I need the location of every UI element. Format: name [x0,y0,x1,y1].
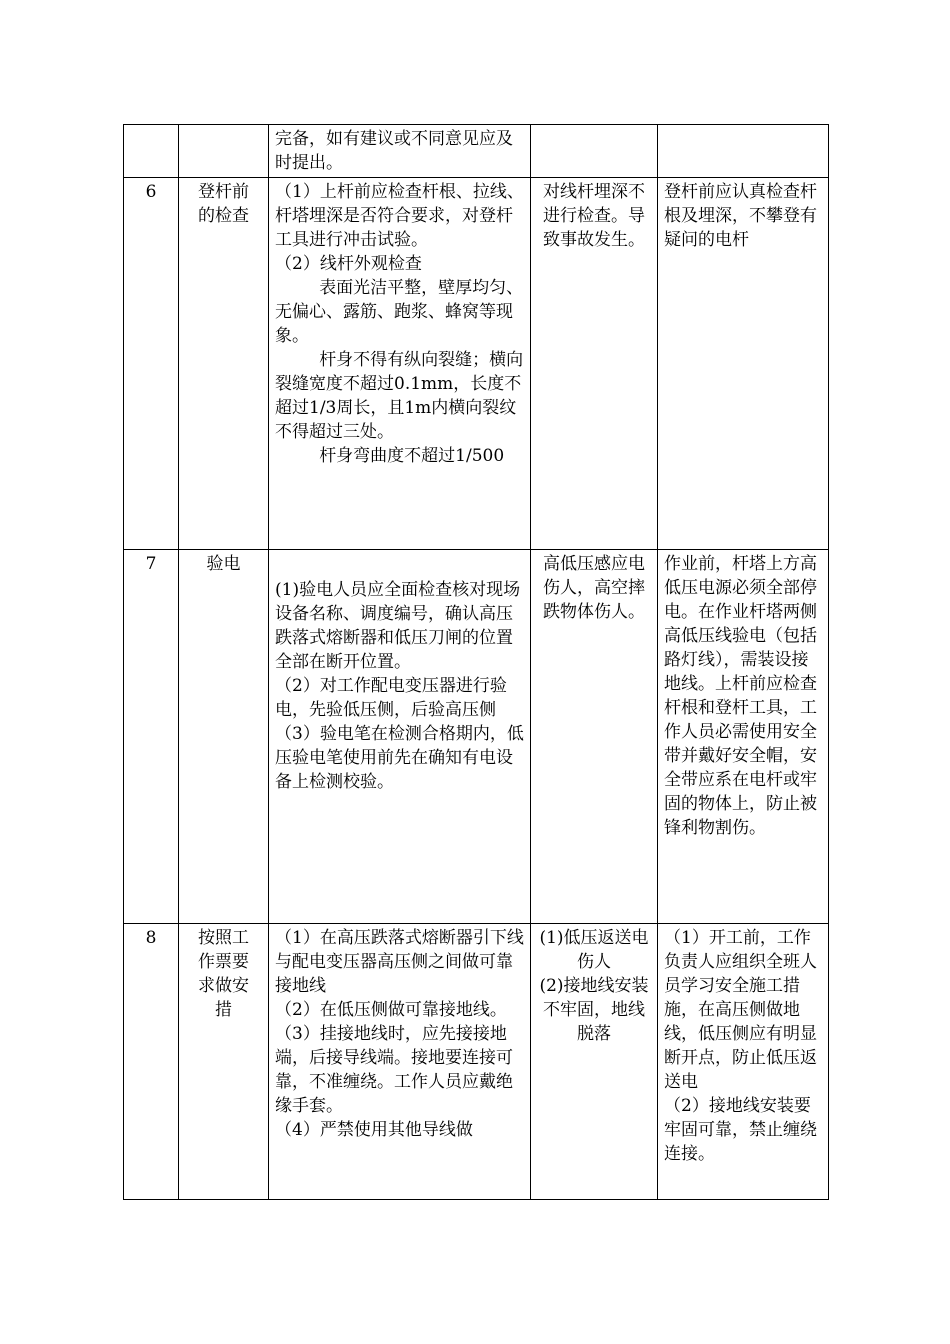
table-row [124,178,829,550]
control-measures [658,924,829,1200]
content-paragraph: （2）对工作配电变压器进行验电，先验低压侧，后验高压侧 [275,676,507,720]
work-item [179,924,269,1200]
content-paragraph: (1)验电人员应全面检查核对现场设备名称、调度编号，确认高压跌落式熔断器和低压刀闸的位置全部在断开位置。 [275,580,521,672]
content-paragraph: （1）在高压跌落式熔断器引下线与配电变压器高压侧之间做可靠接地线 [275,928,524,996]
content-paragraph: （3）验电笔在检测合格期内，低压验电笔使用前先在确知有电设备上检测校验。 [275,724,524,792]
work-item: 验电 [179,550,269,924]
content-paragraph: 杆身弯曲度不超过1/500 [319,446,505,466]
work-item-label: 按照工作票要求做安措 [198,928,249,1020]
risk-description: (1)低压返送电伤人 (2)接地线安装不牢固，地线脱落 [531,924,658,1200]
table-row [124,550,829,924]
measure-paragraph: （2）接地线安装要牢固可靠，禁止缠绕连接。 [664,1096,817,1164]
row-number [124,125,179,178]
content-paragraph: 完备，如有建议或不同意见应及时提出。 [275,129,513,173]
content-paragraph: （1）上杆前应检查杆根、拉线、杆塔埋深是否符合要求，对登杆工具进行冲击试验。 [275,182,524,250]
content-paragraph: （3）挂接地线时，应先接接地端，后接导线端。接地要连接可靠，不准缠绕。工作人员应戴绝缘手套。 [275,1024,513,1116]
content-paragraph: （2）线杆外观检查 [275,254,422,274]
risk-description: 对线杆埋深不进行检查。导致事故发生。 [531,178,658,550]
work-content [269,550,531,924]
work-item [179,178,269,550]
work-content [269,178,531,550]
table-row [124,924,829,1200]
risk-description [531,125,658,178]
control-measures [658,125,829,178]
work-content [269,924,531,1200]
control-measures: 登杆前应认真检查杆根及埋深，不攀登有疑问的电杆 [658,178,829,550]
control-measures: 作业前，杆塔上方高低压电源必须全部停电。在作业杆塔两侧高低压线验电（包括路灯线），需装设接地线。上杆前应检查杆根和登杆工具，工作人员必需使用安全带并戴好安全帽，安全带应系在电杆或牢固的物体上，防止被锋利物割伤。 [658,550,829,924]
row-number: 8 [124,924,179,1200]
work-item-label: 登杆前的检查 [198,182,249,226]
table-row [124,125,829,178]
document-table [123,124,829,1200]
work-content [269,125,531,178]
measure-paragraph: （1）开工前，工作负责人应组织全班人员学习安全施工措施，在高压侧做地线，低压侧应有明显断开点，防止低压返送电 [664,928,817,1092]
content-paragraph: 杆身不得有纵向裂缝；横向裂缝宽度不超过0.1mm，长度不超过1/3周长，且1m内横向裂纹不得超过三处。 [275,350,524,442]
row-number: 7 [124,550,179,924]
row-number: 6 [124,178,179,550]
content-paragraph: 表面光洁平整，壁厚均匀、无偏心、露筋、跑浆、蜂窝等现象。 [275,278,524,346]
risk-description: 高低压感应电伤人，高空摔跌物体伤人。 [531,550,658,924]
work-item [179,125,269,178]
content-paragraph: （4）严禁使用其他导线做 [275,1120,473,1140]
content-paragraph: （2）在低压侧做可靠接地线。 [275,1000,507,1020]
